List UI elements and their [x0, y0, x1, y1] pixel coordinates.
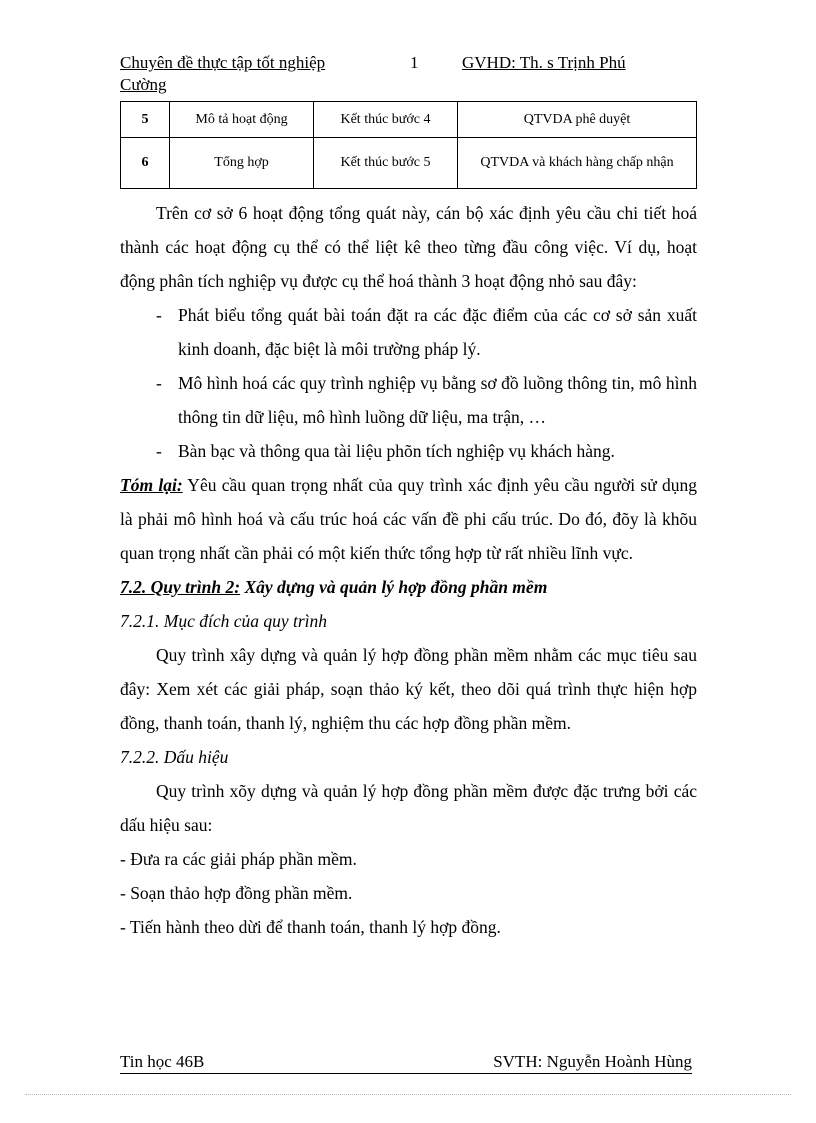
subsection-heading: 7.2.2. Dấu hiệu: [120, 747, 229, 767]
list-item: [120, 434, 697, 468]
page-number: 1: [410, 53, 419, 72]
row-activity: Mô tả hoạt động: [170, 102, 314, 138]
row-activity: Tổng hợp: [170, 138, 314, 189]
bullet-dash: -: [156, 441, 162, 461]
footer-student: SVTH: Nguyễn Hoành Hùng: [493, 1052, 692, 1071]
section-title: Xây dựng và quản lý hợp đồng phần mềm: [240, 577, 548, 597]
paragraph-intro: Trên cơ sở 6 hoạt động tổng quát này, cán bộ xác định yêu cầu chi tiết hoá thành các hoạt động cụ thể có thể liệt kê theo từng đầu công việc. Ví dụ, hoạt động phân tích nghiệp vụ được cụ thể hoá thành 3 hoạt động nhỏ sau đây:: [120, 203, 697, 291]
page-footer: [120, 1051, 692, 1074]
section-heading: [120, 570, 697, 604]
row-end: Kết thúc bước 4: [314, 102, 458, 138]
row-number: 6: [121, 138, 170, 189]
bullet-dash: -: [156, 373, 162, 393]
header-supervisor-cont: Cường: [120, 75, 167, 94]
section-number: 7.2. Quy trình 2:: [120, 577, 241, 597]
list-item: [120, 298, 697, 366]
footer-class: Tin học 46B: [120, 1052, 205, 1071]
list-item: - Đưa ra các giải pháp phần mềm.: [120, 849, 357, 869]
row-approval: QTVDA phê duyệt: [458, 102, 697, 138]
bullet-dash: -: [156, 305, 162, 325]
list-item: - Tiến hành theo dừi để thanh toán, thanh lý hợp đồng.: [120, 917, 501, 937]
row-approval: QTVDA và khách hàng chấp nhận: [458, 138, 697, 189]
list-item-text: Mô hình hoá các quy trình nghiệp vụ bằng sơ đồ luồng thông tin, mô hình thông tin dữ liệu, mô hình luồng dữ liệu, ma trận, …: [178, 373, 697, 427]
conclusion-label: Tóm lại:: [120, 475, 183, 495]
row-number: 5: [121, 102, 170, 138]
paragraph-signs: Quy trình xõy dựng và quản lý hợp đồng phần mềm được đặc trưng bởi các dấu hiệu sau:: [120, 781, 697, 835]
page-edge-divider: [25, 1094, 791, 1095]
paragraph-purpose: Quy trình xây dựng và quản lý hợp đồng phần mềm nhằm các mục tiêu sau đây: Xem xét các giải pháp, soạn thảo ký kết, theo dõi quá trình thực hiện hợp đồng, thanh toán, thanh lý, nghiệm thu các hợp đồng phần mềm.: [120, 645, 697, 733]
header-title: Chuyên đề thực tập tốt nghiệp: [120, 53, 326, 72]
table-row: [121, 102, 697, 138]
table-row: [121, 138, 697, 189]
page-header: [120, 52, 650, 96]
document-body: [120, 196, 697, 944]
paragraph-conclusion: [120, 468, 697, 570]
list-item-text: Phát biểu tổng quát bài toán đặt ra các đặc điểm của các cơ sở sản xuất kinh doanh, đặc biệt là môi trường pháp lý.: [178, 305, 697, 359]
row-end: Kết thúc bước 5: [314, 138, 458, 189]
list-item: - Soạn thảo hợp đồng phần mềm.: [120, 883, 353, 903]
list-item-text: Bàn bạc và thông qua tài liệu phõn tích nghiệp vụ khách hàng.: [178, 441, 615, 461]
activity-table: [120, 101, 697, 189]
header-supervisor: GVHD: Th. s Trịnh Phú: [462, 53, 626, 72]
list-item: [120, 366, 697, 434]
conclusion-text: Yêu cầu quan trọng nhất của quy trình xác định yêu cầu người sử dụng là phải mô hình hoá và cấu trúc hoá các vấn đề phi cấu trúc. Do đó, đõy là khõu quan trọng nhất cần phải có một kiến thức tổng hợp từ rất nhiều lĩnh vực.: [120, 475, 697, 563]
subsection-heading: 7.2.1. Mục đích của quy trình: [120, 611, 328, 631]
